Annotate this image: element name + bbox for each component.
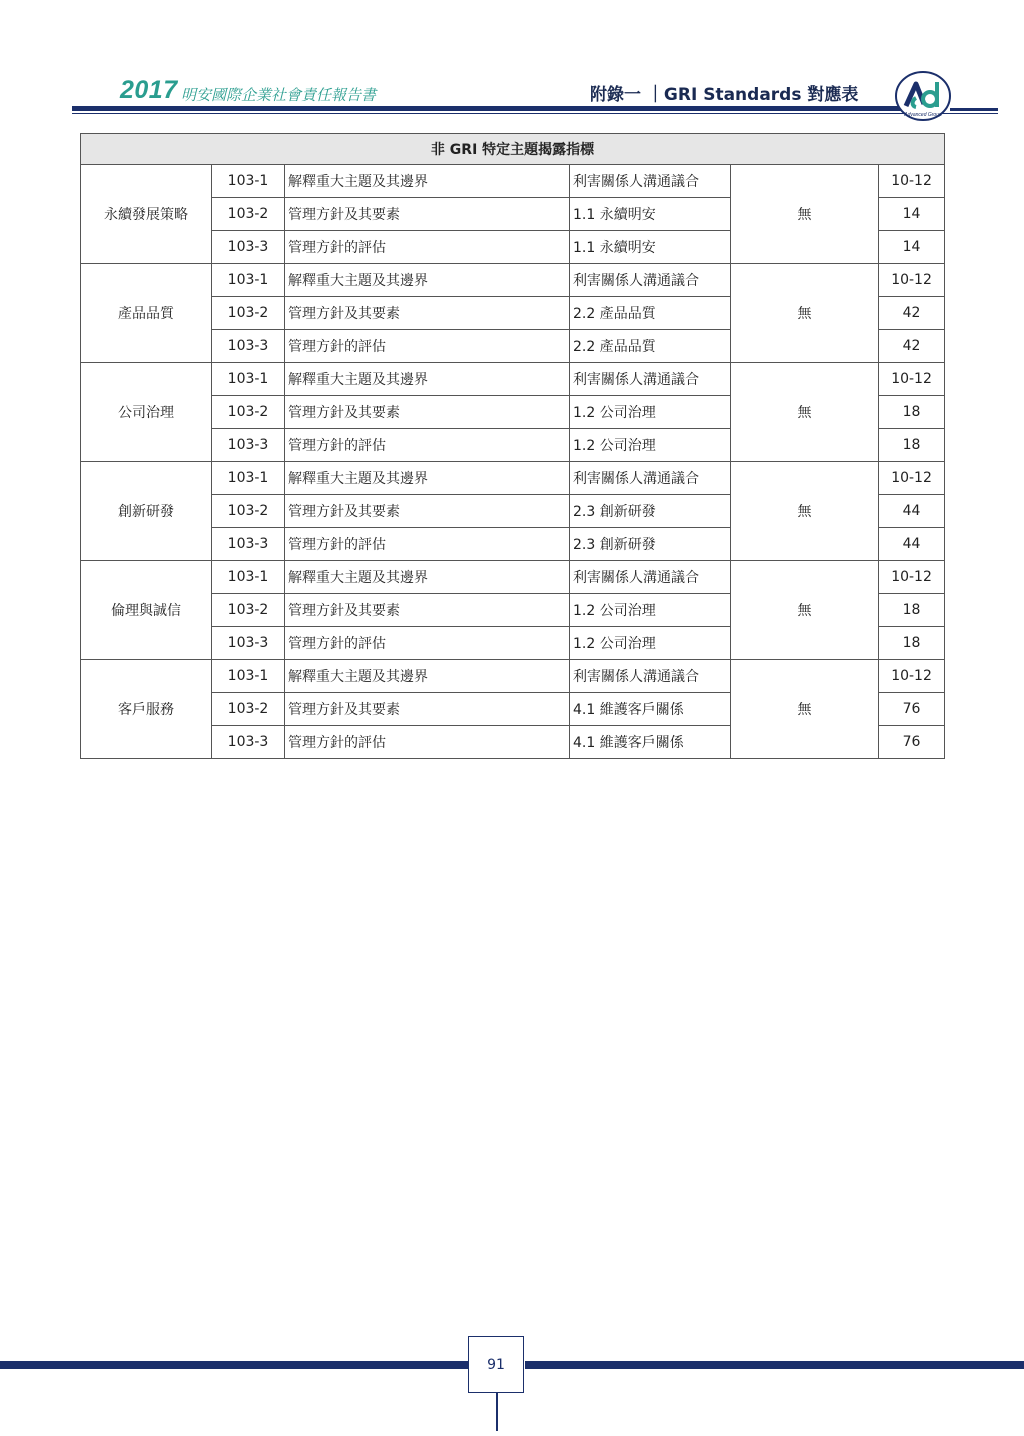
page-cell: 10-12 [879, 561, 945, 594]
page-cell: 18 [879, 429, 945, 462]
report-section-cell: 利害關係人溝通議合 [570, 363, 731, 396]
disclosure-code-cell: 103-1 [212, 363, 285, 396]
disclosure-title-cell: 解釋重大主題及其邊界 [285, 660, 570, 693]
report-section-cell: 2.3 創新研發 [570, 495, 731, 528]
table-title-row [81, 134, 945, 165]
disclosure-code-cell: 103-3 [212, 627, 285, 660]
header-rule-right [950, 108, 998, 111]
disclosure-title-cell: 管理方針及其要素 [285, 297, 570, 330]
omission-cell: 無 [731, 660, 879, 759]
report-section-cell: 1.2 公司治理 [570, 594, 731, 627]
disclosure-title-cell: 管理方針的評估 [285, 726, 570, 759]
disclosure-code-cell: 103-2 [212, 594, 285, 627]
disclosure-title-cell: 解釋重大主題及其邊界 [285, 363, 570, 396]
omission-cell: 無 [731, 363, 879, 462]
omission-cell: 無 [731, 165, 879, 264]
header-rule-thin [72, 113, 998, 114]
disclosure-code-cell: 103-3 [212, 330, 285, 363]
report-section-cell: 2.3 創新研發 [570, 528, 731, 561]
page-cell: 18 [879, 627, 945, 660]
report-section-cell: 1.1 永續明安 [570, 231, 731, 264]
page-cell: 14 [879, 198, 945, 231]
company-logo-icon [894, 70, 952, 122]
disclosure-code-cell: 103-3 [212, 429, 285, 462]
report-section-cell: 利害關係人溝通議合 [570, 561, 731, 594]
report-section-cell: 4.1 維護客戶關係 [570, 726, 731, 759]
report-section-cell: 利害關係人溝通議合 [570, 264, 731, 297]
page-cell: 10-12 [879, 462, 945, 495]
section-title: 附錄一 ｜GRI Standards 對應表 [590, 85, 859, 105]
disclosure-code-cell: 103-3 [212, 231, 285, 264]
table-row [81, 561, 945, 594]
page-cell: 76 [879, 693, 945, 726]
disclosure-code-cell: 103-3 [212, 726, 285, 759]
omission-cell: 無 [731, 462, 879, 561]
disclosure-title-cell: 管理方針的評估 [285, 330, 570, 363]
page-cell: 18 [879, 594, 945, 627]
report-section-cell: 1.2 公司治理 [570, 627, 731, 660]
topic-cell: 倫理與誠信 [81, 561, 212, 660]
table-title: 非 GRI 特定主題揭露指標 [81, 134, 945, 165]
disclosure-code-cell: 103-2 [212, 693, 285, 726]
footer-rule-left [0, 1361, 468, 1369]
topic-cell: 創新研發 [81, 462, 212, 561]
disclosure-title-cell: 管理方針的評估 [285, 528, 570, 561]
page-cell: 14 [879, 231, 945, 264]
disclosure-code-cell: 103-3 [212, 528, 285, 561]
page-cell: 10-12 [879, 165, 945, 198]
gri-index-table [80, 133, 945, 759]
topic-cell: 客戶服務 [81, 660, 212, 759]
disclosure-title-cell: 管理方針及其要素 [285, 693, 570, 726]
footer-stem [496, 1393, 498, 1431]
table-row [81, 165, 945, 198]
report-section-cell: 2.2 產品品質 [570, 297, 731, 330]
report-section-cell: 1.2 公司治理 [570, 429, 731, 462]
table-row [81, 660, 945, 693]
report-section-cell: 利害關係人溝通議合 [570, 165, 731, 198]
disclosure-title-cell: 管理方針及其要素 [285, 594, 570, 627]
report-title: 明安國際企業社會責任報告書 [181, 86, 377, 104]
report-section-cell: 利害關係人溝通議合 [570, 660, 731, 693]
page-cell: 42 [879, 330, 945, 363]
topic-cell: 公司治理 [81, 363, 212, 462]
disclosure-title-cell: 解釋重大主題及其邊界 [285, 561, 570, 594]
disclosure-code-cell: 103-2 [212, 495, 285, 528]
svg-text:Advanced Group: Advanced Group [904, 112, 942, 118]
omission-cell: 無 [731, 561, 879, 660]
disclosure-title-cell: 管理方針及其要素 [285, 198, 570, 231]
header-rule [72, 106, 924, 111]
disclosure-title-cell: 管理方針的評估 [285, 429, 570, 462]
report-section-cell: 1.1 永續明安 [570, 198, 731, 231]
page-cell: 76 [879, 726, 945, 759]
table-row [81, 363, 945, 396]
report-section-cell: 4.1 維護客戶關係 [570, 693, 731, 726]
page-cell: 10-12 [879, 660, 945, 693]
omission-cell: 無 [731, 264, 879, 363]
disclosure-code-cell: 103-1 [212, 165, 285, 198]
page-number: 91 [468, 1336, 524, 1393]
report-section-cell: 1.2 公司治理 [570, 396, 731, 429]
disclosure-title-cell: 管理方針的評估 [285, 627, 570, 660]
disclosure-code-cell: 103-2 [212, 396, 285, 429]
report-section-cell: 2.2 產品品質 [570, 330, 731, 363]
page-cell: 18 [879, 396, 945, 429]
table-row [81, 462, 945, 495]
footer-rule-right [525, 1361, 1024, 1369]
disclosure-title-cell: 解釋重大主題及其邊界 [285, 462, 570, 495]
topic-cell: 產品品質 [81, 264, 212, 363]
topic-cell: 永續發展策略 [81, 165, 212, 264]
disclosure-code-cell: 103-1 [212, 660, 285, 693]
disclosure-code-cell: 103-1 [212, 462, 285, 495]
report-section-cell: 利害關係人溝通議合 [570, 462, 731, 495]
disclosure-code-cell: 103-1 [212, 561, 285, 594]
disclosure-title-cell: 管理方針的評估 [285, 231, 570, 264]
table-row [81, 264, 945, 297]
page-cell: 42 [879, 297, 945, 330]
page-cell: 10-12 [879, 363, 945, 396]
disclosure-title-cell: 管理方針及其要素 [285, 495, 570, 528]
page-cell: 10-12 [879, 264, 945, 297]
disclosure-code-cell: 103-2 [212, 198, 285, 231]
disclosure-title-cell: 解釋重大主題及其邊界 [285, 264, 570, 297]
page-cell: 44 [879, 528, 945, 561]
page-cell: 44 [879, 495, 945, 528]
disclosure-code-cell: 103-1 [212, 264, 285, 297]
disclosure-title-cell: 解釋重大主題及其邊界 [285, 165, 570, 198]
report-year: 2017 [120, 76, 178, 104]
disclosure-code-cell: 103-2 [212, 297, 285, 330]
disclosure-title-cell: 管理方針及其要素 [285, 396, 570, 429]
